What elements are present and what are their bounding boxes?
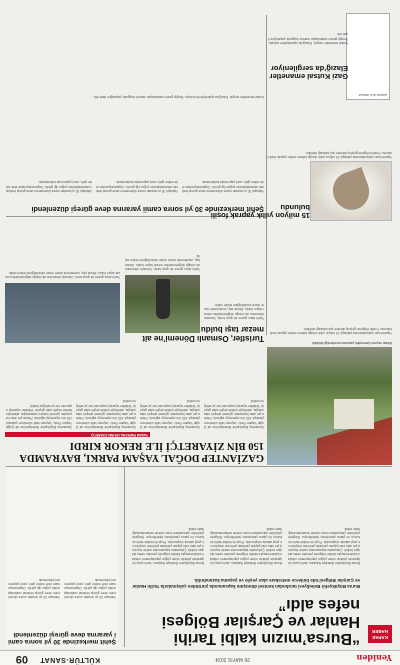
camel-headline: Şehit merkezinde 30 yıl sonra camii yararına deve güreşi düzenlendi [8, 630, 116, 645]
park-body-col-3: Gaziantep Büyükşehir Belediyesi’ne ait Doğal Yaşam Parkı, bayram tatili süresince yaklaşık 150 bin ziyaretçiyi ağırladı. Parkta yer alan hayvanları görmek isteyen vatandaşlar, aileleriyle birlikte keyifli vakit geçirdi. Yetkililer ziyaretçi sayısının her yıl arttığını belirtti. [76, 399, 136, 429]
gazi-headline: Gazi Kutsal emanetler Elazığ’da sergileniyor [269, 63, 348, 81]
main-body-text: Bursa Büyükşehir Belediye Başkanı, tarihi çarşı bölgesinde yıllardır süren yoğun yapılaşmanın ortadan kaldırılmasıyla birlikte bölgenin yeniden nefes aldığını belirtti. Çalışmalar kapsamında cadde boyunca yer alan eski yapılar yıkılarak yerlerine meydan ve yeşil alanlar oluşturuldu. Proje ile birlikte tarihi dokunun ön plana çıkarılması hedefleniyor. Bölgede yürütülen çalışmaların kısa sürede tamamlanacağı ifade edildi. [288, 526, 360, 565]
section-title: KÜLTÜR-SANAT [39, 656, 100, 663]
person-figure [156, 279, 170, 319]
main-body-text-2: Bursa Büyükşehir Belediye Başkanı, tarihi çarşı bölgesinde yıllardır süren yoğun yapılaşmanın ortadan kaldırılmasıyla birlikte bölgenin yeniden nefes aldığını belirtti. Çalışmalar kapsamında cadde boyunca yer alan eski yapılar yıkılarak yerlerine meydan ve yeşil alanlar oluşturuldu. Proje ile birlikte tarihi dokunun ön plana çıkarılması hedefleniyor. Bölgede yürütülen çalışmaların kısa sürede tamamlanacağı ifade edildi. [210, 526, 282, 565]
gazi-body-wide: Kutsal emanetler sergisi, Elazığ’da ziyaretçilerle buluştu. Sergiyi gezen vatandaşlar manevi duygular yaşadığını ifade etti. [93, 95, 264, 99]
museum-body-col-2: Tarihi alanı gezen bir grup turist, Osmanlı dönemine ait olduğu değerlendirilen mezar taşını buldu. Mezar taşı, incelenmek üzere müze müdürlüğüne teslim edildi. [125, 254, 200, 271]
gazi-body: Kutsal emanetler sergisi, Elazığ’da ziyaretçilerle buluştu. Sergiyi gezen vatandaşlar manevi duygular yaşadığını ifade etti. [268, 32, 348, 45]
fossil-headline: 15 milyon yıllık yaprak fosili bulundu [210, 202, 310, 220]
park-body-col-2: Gaziantep Büyükşehir Belediyesi’ne ait Doğal Yaşam Parkı, bayram tatili süresince yaklaşık 150 bin ziyaretçiyi ağırladı. Parkta yer alan hayvanları görmek isteyen vatandaşlar, aileleriyle birlikte keyifli vakit geçirdi. Yetkililer ziyaretçi sayısının her yıl arttığını belirtti. [140, 399, 200, 429]
park-banner: YAŞAM PARKI’NA 150 BİN ZİYARETÇİ [5, 432, 150, 437]
main-body-col-2 [210, 469, 282, 565]
lower-body-col-3: Yaklaşık 30 yıl aradan sonra düzenlenen deve güreşi festivali vatandaşlardan yoğun ilgi gördü. Organizasyondan elde edilen gelir, cami yapımında kullanılacak. [6, 180, 92, 193]
museum-body-col-1: Tarihi alanı gezen bir grup turist, Osmanlı dönemine ait olduğu değerlendirilen mezar taşını buldu. Mezar taşı, incelenmek üzere müze müdürlüğüne teslim edildi. [204, 303, 264, 320]
issue-date: 26 MAYIS 2024 [215, 656, 250, 662]
museum-photo [125, 275, 200, 333]
page-number: 09 [15, 653, 28, 665]
camel-body: Yaklaşık 30 yıl aradan sonra düzenlenen deve güreşi festivali vatandaşlardan yoğun ilgi gördü. Organizasyondan elde edilen gelir, cami yapımında kullanılacak. [64, 577, 116, 599]
museum-headline: Turistler, Osmanlı Dönemi’ne ait mezar taşı buldu [142, 325, 264, 343]
main-lead: Bursa Büyükşehir Belediyesi tarafından kentsel dönüşüm kapsamında yürütülen çalışmalarla Tarihi Hanlar ve Çarşılar Bölgesi’nde binlerce metrekare alan yeşile ve yaşama kazandırıldı. [132, 578, 360, 589]
park-photo [267, 347, 392, 465]
park-body-col-4: Gaziantep Büyükşehir Belediyesi’ne ait Doğal Yaşam Parkı, bayram tatili süresince yaklaşık 150 bin ziyaretçiyi ağırladı. Parkta yer alan hayvanları görmek isteyen vatandaşlar, aileleriyle birlikte keyifli vakit geçirdi. Yetkililer ziyaretçi sayısının her yıl arttığını belirtti. [6, 403, 72, 429]
park-headline: GAZİANTEP DOĞAL YAŞAM PARKI, BAYRAMDA 150 BİN ZİYARETÇİ İLE REKOR KIRDI [20, 440, 264, 463]
fossil-photo [310, 161, 392, 221]
park-photo-caption: Mezar taşının üzerindeki yazıların incelendiği bildirildi. [311, 341, 392, 345]
red-tag-badge: KAPAK HABER [368, 625, 392, 643]
park-body-col-1: Gaziantep Büyükşehir Belediyesi’ne ait Doğal Yaşam Parkı, bayram tatili süresince yaklaşık 150 bin ziyaretçiyi ağırladı. Parkta yer alan hayvanları görmek isteyen vatandaşlar, aileleriyle birlikte keyifli vakit geçirdi. Yetkililer ziyaretçi sayısının her yıl arttığını belirtti. [204, 399, 264, 429]
advertisement-box [346, 13, 390, 100]
column-divider [124, 467, 125, 647]
main-headline: “Bursa’mızın kalbi Tarihi Hanlar ve Çarşılar Bölgesi nefes aldı” [161, 596, 360, 647]
lower-body-col-2: Yaklaşık 30 yıl aradan sonra düzenlenen deve güreşi festivali vatandaşlardan yoğun ilgi gördü. Organizasyondan elde edilen gelir, cami yapımında kullanılacak. [96, 180, 178, 193]
fossil-body-upper: Yapılan kazı çalışmalarında yaklaşık 15 milyon yıllık olduğu tahmin edilen yaprak fosili bulundu. Fosilin bölgenin geçmiş iklimine ışık tutacağı belirtildi. [270, 326, 392, 335]
main-body-col-3 [132, 469, 204, 565]
brand-logo: Yeniden [356, 653, 392, 663]
lower-body-col-1: Yaklaşık 30 yıl aradan sonra düzenlenen deve güreşi festivali vatandaşlardan yoğun ilgi gördü. Organizasyondan elde edilen gelir, cami yapımında kullanılacak. [182, 180, 264, 193]
main-body-text-3: Bursa Büyükşehir Belediye Başkanı, tarihi çarşı bölgesinde yıllardır süren yoğun yapılaşmanın ortadan kaldırılmasıyla birlikte bölgenin yeniden nefes aldığını belirtti. Çalışmalar kapsamında cadde boyunca yer alan eski yapılar yıkılarak yerlerine meydan ve yeşil alanlar oluşturuldu. Proje ile birlikte tarihi dokunun ön plana çıkarılması hedefleniyor. Bölgede yürütülen çalışmaların kısa sürede tamamlanacağı ifade edildi. [132, 526, 204, 565]
fossil-body: Yapılan kazı çalışmalarında yaklaşık 15 milyon yıllık olduğu tahmin edilen yaprak fosili bulundu. Fosilin bölgenin geçmiş iklimine ışık tutacağı belirtildi. [267, 150, 392, 159]
section-divider [6, 466, 392, 467]
main-body-col-1 [288, 469, 360, 565]
leaf-fossil-graphic [328, 167, 375, 215]
stone-photo [5, 283, 120, 343]
museum-body-col-3: Tarihi alanı gezen bir grup turist, Osmanlı dönemine ait olduğu değerlendirilen mezar taşını buldu. Mezar taşı, incelenmek üzere müze müdürlüğüne teslim edildi. [5, 270, 120, 279]
right-sidebar [6, 467, 118, 647]
camel-body-2: Yaklaşık 30 yıl aradan sonra düzenlenen deve güreşi festivali vatandaşlardan yoğun ilgi gördü. Organizasyondan elde edilen gelir, cami yapımında kullanılacak. [8, 577, 60, 599]
lower-headline: Şehit merkezinde 30 yıl sonra camii yararına deve güreşi düzenlendi [31, 205, 264, 214]
wall-graphic [334, 399, 374, 429]
ad-text: HAKAN GÜL İNŞAAT [358, 93, 387, 97]
